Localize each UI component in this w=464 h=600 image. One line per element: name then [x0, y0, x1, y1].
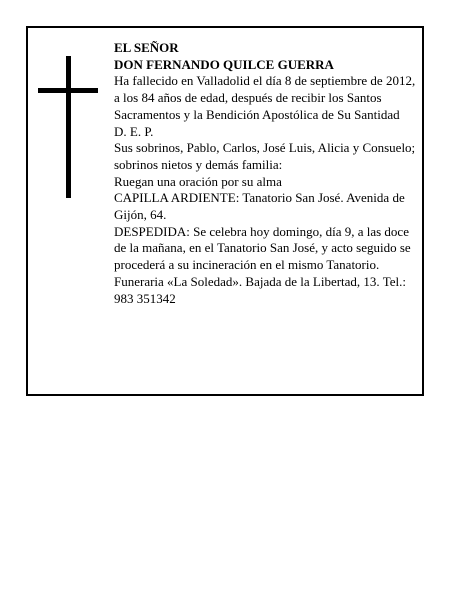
notice-text [114, 40, 424, 307]
funeral-home-info: Funeraria «La Soledad». Bajada de la Libertad, 13. Tel.: 983 351342 [114, 273, 406, 306]
chapel-info: CAPILLA ARDIENTE: Tanatorio San José. Avenida de Gijón, 64. [114, 190, 405, 223]
rip-text: D. E. P. [114, 123, 154, 139]
family-text: Sus sobrinos, Pablo, Carlos, José Luis, Alicia y Consuelo; sobrinos nietos y demás familia: [114, 140, 416, 172]
cross-horizontal-bar [38, 88, 98, 93]
obituary-notice [26, 26, 424, 396]
farewell-info: DESPEDIDA: Se celebra hoy domingo, día 9, a las doce de la mañana, en el Tanatorio San José, y acto seguido se procederá a su incineración en el mismo Tanatorio. [114, 223, 411, 273]
prayer-request: Ruegan una oración por su alma [114, 173, 282, 189]
cross-vertical-bar [66, 56, 71, 198]
deceased-name: DON FERNANDO QUILCE GUERRA [114, 56, 334, 72]
notice-title: EL SEÑOR [114, 40, 179, 55]
cross-icon [38, 56, 98, 198]
death-info: Ha fallecido en Valladolid el día 8 de septiembre de 2012, a los 84 años de edad, después de recibir los Santos Sacramentos y la Bendición Apostólica de Su Santidad [114, 73, 416, 122]
